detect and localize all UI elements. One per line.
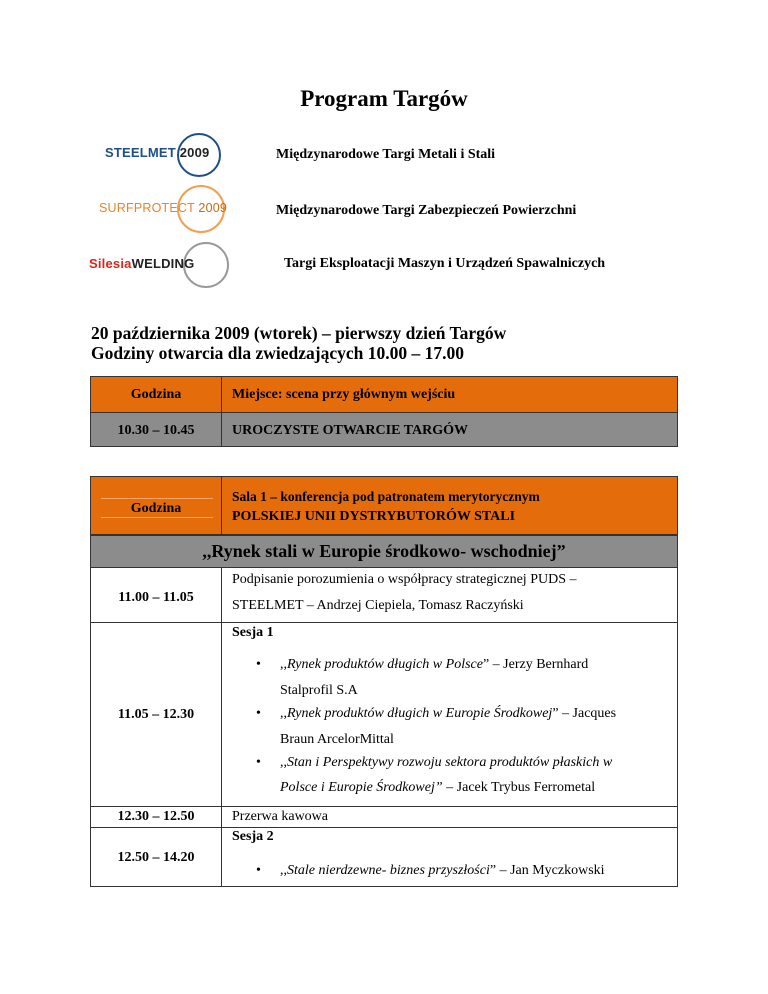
silesia-welding-logo bbox=[89, 242, 235, 292]
table-row-content: Sesja 1 • ,,Rynek produktów długich w Polsce” – Jerzy Bernhard Stalprofil S.A • ,,Rynek produktów długich w Europie Środkowej” – Jacques Braun ArcelorMittal • ,,Stan i Perspektywy rozwoju sektora produktów płaskich w Polsce i Europie Środkowej” – Jacek Trybus Ferrometal bbox=[221, 622, 678, 807]
table-row-time: 12.30 – 12.50 bbox=[90, 806, 222, 828]
page-title: Program Targów bbox=[300, 86, 468, 111]
surfprotect-logo-part2: 2009 bbox=[198, 201, 228, 215]
steelmet-logo-part1: STEELMET bbox=[105, 145, 176, 160]
bullet-icon: • bbox=[256, 755, 261, 770]
table-row-time: 11.00 – 11.05 bbox=[90, 567, 222, 623]
fair-name-surfprotect: Międzynarodowe Targi Zabezpieczeń Powierzchni bbox=[276, 203, 577, 218]
steelmet-logo bbox=[95, 131, 235, 181]
table1-header-time: Godzina bbox=[90, 376, 222, 413]
table-row-content: Podpisanie porozumienia o współpracy strategicznej PUDS – STEELMET – Andrzej Ciepiela, Tomasz Raczyński bbox=[221, 567, 678, 623]
table-row-time: 11.05 – 12.30 bbox=[90, 622, 222, 807]
welding-logo-part2: WELDING bbox=[131, 256, 195, 271]
surfprotect-logo bbox=[95, 185, 235, 235]
conference-title: ,,Rynek stali w Europie środkowo- wschodniej” bbox=[202, 541, 566, 561]
day-heading: 20 października 2009 (wtorek) – pierwszy dzień Targów bbox=[91, 323, 507, 343]
table-row-content bbox=[221, 827, 678, 887]
list-item: • ,,Stan i Perspektywy rozwoju sektora produktów płaskich w bbox=[256, 755, 613, 770]
surfprotect-logo-part1: SURFPROTECT bbox=[99, 201, 195, 215]
welding-logo-part1: Silesia bbox=[89, 256, 132, 271]
list-item: • ,,Rynek produktów długich w Polsce” – Jerzy Bernhard bbox=[256, 657, 589, 672]
list-item: • ,,Stale nierdzewne- biznes przyszłości” – Jan Myczkowski bbox=[256, 863, 605, 878]
bullet-icon: • bbox=[256, 706, 261, 721]
table1-row-event: UROCZYSTE OTWARCIE TARGÓW bbox=[221, 412, 678, 447]
bullet-icon: • bbox=[256, 863, 261, 878]
conference-title-band bbox=[90, 535, 678, 568]
table1-header-place: Miejsce: scena przy głównym wejściu bbox=[221, 376, 678, 413]
list-item: • ,,Rynek produktów długich w Europie Środkowej” – Jacques bbox=[256, 706, 617, 721]
session-label: Sesja 1 bbox=[232, 625, 274, 640]
bullet-icon: • bbox=[256, 657, 261, 672]
table-row-content: Przerwa kawowa bbox=[221, 806, 678, 828]
steelmet-logo-part2: 2009 bbox=[179, 145, 210, 160]
table1-row-time: 10.30 – 10.45 bbox=[90, 412, 222, 447]
session-label: Sesja 2 bbox=[232, 829, 274, 844]
table2-header-time: Godzina bbox=[90, 476, 222, 535]
table2-header-sala: Sala 1 – konferencja pod patronatem merytorycznym POLSKIEJ UNII DYSTRYBUTORÓW STALI bbox=[221, 476, 678, 535]
fair-name-steelmet: Międzynarodowe Targi Metali i Stali bbox=[276, 147, 496, 162]
opening-hours: Godziny otwarcia dla zwiedzających 10.00 – 17.00 bbox=[91, 343, 464, 363]
table-row-time: 12.50 – 14.20 bbox=[90, 827, 222, 887]
fair-name-welding: Targi Eksploatacji Maszyn i Urządzeń Spawalniczych bbox=[284, 256, 606, 271]
